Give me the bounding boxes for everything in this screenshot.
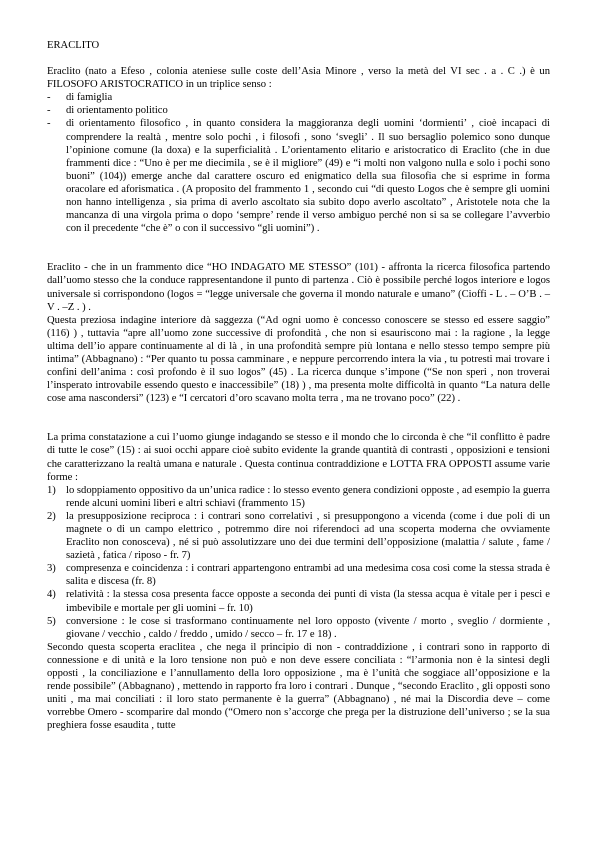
list-item	[47, 104, 550, 117]
list-item	[47, 615, 550, 641]
list-item-text: la presupposizione reciproca : i contrari sono correlativi , si presuppongono a vicenda (come i due poli di un magnete o di un campo elettrico , potremmo dire noi riferendoci ad una scoperta moderna che ovviamente Eraclito non conosceva) , né si può assolutizzare uno dei due termini dell’opposizione (malattia / salute , fame / sazietà , fatica / riposo - fr. 7)	[66, 510, 550, 562]
paragraph-gap	[47, 235, 550, 261]
aristocratic-senses-list	[47, 91, 550, 235]
list-item-text: di famiglia	[66, 92, 113, 104]
list-item	[47, 117, 550, 235]
list-item-text: lo sdoppiamento oppositivo da un’unica radice : lo stesso evento genera condizioni opposte , ad esempio la guerra rende alcuni uomini liberi e altri schiavi (frammento 15)	[66, 484, 550, 509]
list-item-text: relatività : la stessa cosa presenta facce opposte a seconda dei punti di vista (la stessa acqua è vitale per i pesci e imbevibile e mortale per gli uomini – fr. 10)	[66, 589, 550, 614]
intro-paragraph: Eraclito (nato a Efeso , colonia ateniese sulle coste dell’Asia Minore , verso la metà del VI sec . a . C .) è un FILOSOFO ARISTOCRATICO in un triplice senso :	[47, 66, 550, 91]
harmony-paragraph: Secondo questa scoperta eraclitea , che nega il principio di non - contraddizione , i contrari sono in rapporto di connessione e di unità e la loro tensione non può e non deve essere conciliata : “l’armonia non è la sintesi degli opposti , la conciliazione e l’annullamento della loro opposizione , ma è l’unità che soggiace all’opposizione e la rende possibile” (Abbagnano) , mettendo in rapporto fra loro i contrari . Dunque , “secondo Eraclito , gli opposti sono uniti , ma mai conciliati : il loro stato permanente è la guerra” (Abbagnano) , né mai la Discordia deve – come vorrebbe Omero - scomparire dal mondo (“Omero non s’accorge che prega per la distruzione dell’universo ; se la sua preghiera fosse esaudita , tutte	[47, 641, 550, 732]
list-marker: 1)	[47, 484, 56, 496]
list-marker: -	[47, 92, 51, 104]
list-marker: 2)	[47, 510, 56, 522]
list-item	[47, 562, 550, 588]
list-item-text: conversione : le cose si trasformano continuamente nel loro opposto (vivente / morto , sveglio / dormiente , giovane / vecchio , caldo / freddo , umido / secco – fr. 17 e 18) .	[66, 615, 550, 640]
wisdom-paragraph: Questa preziosa indagine interiore dà saggezza (“Ad ogni uomo è concesso conoscere se stesso ed essere saggio” (116) ) , tuttavia “apre all’uomo zone successive di profondità , che non si esauriscono mai : la ragione , la legge ultima dell’io appare continuamente al di là , in una profondità sempre più lontana e nello stesso tempo sempre più intima” (Abbagnano) : “Per quanto tu possa camminare , e neppure percorrendo intera la via , tu potresti mai trovare i confini dell’anima : così profondo è il suo logos” (45) . La ricerca dunque s’impone (“Se non speri , non troverai l’insperato introvabile essendo questo e inaccessibile” (18) ) , ma presenta molte difficoltà in quanto “La natura delle cose ama nascondersi” (123) e “I cercatori d’oro scavano molta terra , ma ne trovano poco” (22) .	[47, 314, 550, 405]
document-title: ERACLITO	[47, 40, 100, 51]
list-marker: -	[47, 118, 51, 130]
list-item	[47, 91, 550, 104]
list-marker: 5)	[47, 615, 56, 627]
list-item	[47, 588, 550, 614]
opposites-forms-list	[47, 484, 550, 641]
paragraph-gap	[47, 405, 550, 431]
document-page	[47, 39, 550, 733]
self-inquiry-paragraph: Eraclito - che in un frammento dice “HO INDAGATO ME STESSO” (101) - affronta la ricerca filosofica partendo dall’uomo stesso che la conduce rappresentandone il punto di partenza . Ciò è possibile perché logos interiore e logos universale si corrispondono (logos = “legge universale che governa il mondo naturale e umano” (Cioffi - L . – O’B . – V . –Z . ) .	[47, 262, 550, 313]
list-item-text: di orientamento filosofico , in quanto considera la maggioranza degli uomini ‘dormienti’ , cioè incapaci di comprendere la realtà , mentre solo pochi , i filosofi , sono ‘svegli’ . Il suo bersaglio polemico sono dunque l’opinione comune (la doxa) e la superficialità . L’orientamento elitario e aristocratico di Eraclito (che in due frammenti dice : “Uno è per me diecimila , se è il migliore” (49) e “i molti non valgono nulla e solo i pochi sono buoni” (104)) emerge anche dal carattere oscuro ed enigmatico della sua filosofia che si esprime in forma oracolare ed aforismatica . (A proposito del frammento 1 , secondo cui “di questo Logos che è sempre gli uomini non hanno intelligenza , sia prima di averlo ascoltato sia subito dopo averlo ascoltato” , Aristotele nota che la mancanza di una virgola prima o dopo ‘sempre’ rende il verso ambiguo perché non si sa se collegare l’avverbio con il precedente “che è” o con il successivo “gli uomini”) .	[66, 118, 550, 235]
list-marker: -	[47, 105, 51, 117]
list-marker: 3)	[47, 563, 56, 575]
list-item-text: di orientamento politico	[66, 105, 168, 117]
list-item	[47, 484, 550, 510]
list-marker: 4)	[47, 589, 56, 601]
conflict-paragraph: La prima constatazione a cui l’uomo giunge indagando se stesso e il mondo che lo circonda è che “il conflitto è padre di tutte le cose” (15) : ai suoi occhi appare cioè subito evidente la grande quantità di contrasti , opposizioni e tensioni che caratterizzano la realtà umana e naturale . Questa continua contraddizione e LOTTA FRA OPPOSTI assume varie forme :	[47, 432, 550, 483]
list-item	[47, 510, 550, 562]
list-item-text: compresenza e coincidenza : i contrari appartengono entrambi ad una medesima cosa così come la stessa strada è salita e discesa (fr. 8)	[66, 563, 550, 588]
